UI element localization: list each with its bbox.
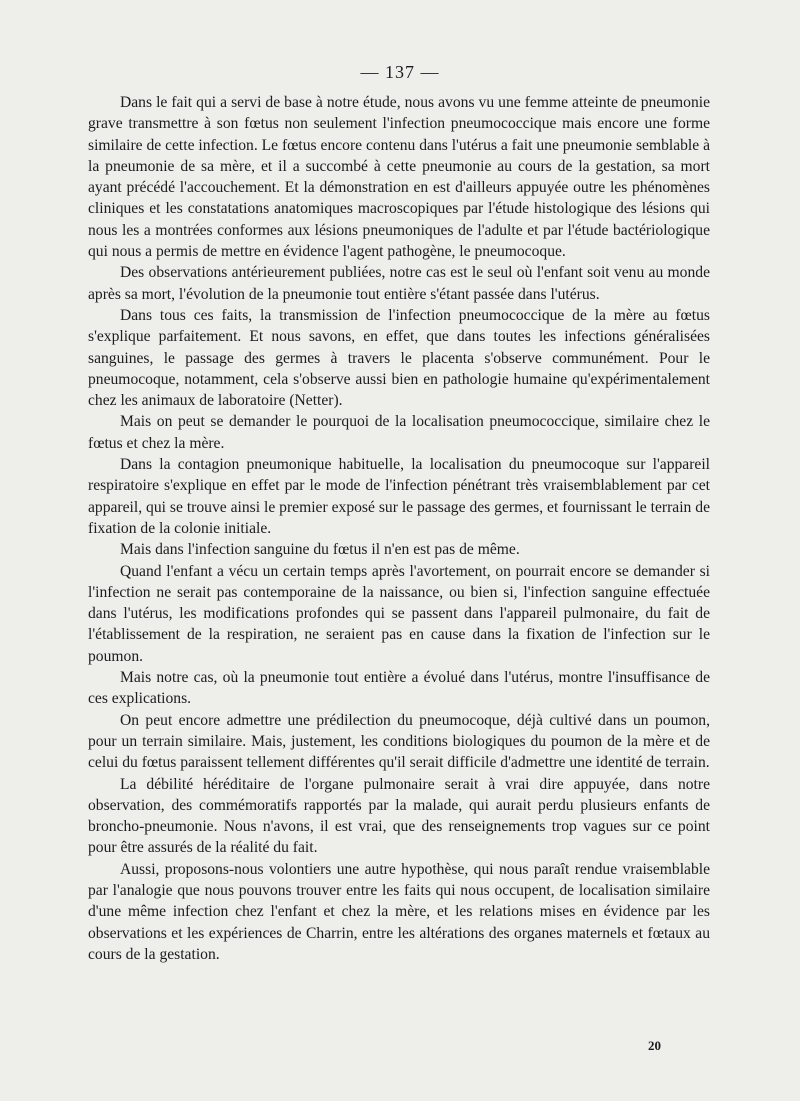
page-number-header: — 137 —: [360, 62, 440, 82]
paragraph: Mais dans l'infection sanguine du fœtus il n'en est pas de même.: [120, 541, 520, 559]
paragraph: Des observations antérieurement publiées, notre cas est le seul où l'enfant soit venu au monde après sa mort, l'évolution de la pneumonie tout entière s'étant passée dans l'utérus.: [88, 264, 710, 303]
paragraph: Mais notre cas, où la pneumonie tout entière a évolué dans l'utérus, montre l'insuffisance de ces explications.: [88, 669, 710, 708]
paragraph: On peut encore admettre une prédilection du pneumocoque, déjà cultivé dans un poumon, pour un terrain similaire. Mais, justement, les conditions biologiques du poumon de la mère et de celui du fœtus paraissent tellement différentes qu'il serait difficile d'admettre une identité de terrain.: [88, 711, 710, 772]
paragraph: Dans tous ces faits, la transmission de l'infection pneumococcique de la mère au fœtus s'explique parfaitement. Et nous savons, en effet, que dans toutes les infections généralisées sanguines, le passage des germes à travers le placenta s'observe communément. Pour le pneumocoque, notamment, cela s'observe aussi bien en pathologie humaine qu'expérimentalement chez les animaux de laboratoire (Netter).: [88, 306, 710, 410]
paragraph: Dans le fait qui a servi de base à notre étude, nous avons vu une femme atteinte de pneumonie grave transmettre à son fœtus non seulement l'infection pneumococcique mais encore une forme similaire de cette infection. Le fœtus encore contenu dans l'utérus a fait une pneumonie semblable à la pneumonie de sa mère, et il a succombé à cette pneumonie au cours de la gestation, sa mort ayant précédé l'accouchement. Et la démonstration en est d'ailleurs appuyée outre les phénomènes cliniques et les constatations anatomiques macroscopiques par l'étude histologique des lésions qui nous les a montrées conformes aux lésions pneumoniques de l'adulte et par l'étude bactériologique qui nous a permis de mettre en évidence l'agent pathogène, le pneumocoque.: [88, 94, 710, 261]
body-text: [88, 92, 710, 965]
paragraph: Aussi, proposons-nous volontiers une autre hypothèse, qui nous paraît rendue vraisemblable par l'analogie que nous pouvons trouver entre les faits qui nous occupent, de localisation similaire d'une même infection chez l'enfant et chez la mère, et les relations mises en évidence par les observations et les expériences de Charrin, entre les altérations des organes maternels et fœtaux au cours de la gestation.: [88, 860, 710, 963]
paragraph: Quand l'enfant a vécu un certain temps après l'avortement, on pourrait encore se demander si l'infection ne serait pas contemporaine de la naissance, ou bien si, l'infection sanguine effectuée dans l'utérus, les modifications profondes qui se passent dans l'appareil pulmonaire, du fait de l'établissement de la respiration, ne seraient pas en cause dans la fixation de l'infection sur le poumon.: [88, 562, 710, 665]
paragraph: Mais on peut se demander le pourquoi de la localisation pneumococcique, similaire chez le fœtus et chez la mère.: [88, 413, 710, 452]
signature-mark: 20: [648, 1038, 661, 1053]
paragraph: Dans la contagion pneumonique habituelle, la localisation du pneumocoque sur l'appareil respiratoire s'explique en effet par le mode de l'infection pénétrant très vraisemblablement par cet appareil, qui se trouve ainsi le premier exposé sur le passage des germes, et fournissant le terrain de fixation de la colonie initiale.: [88, 456, 710, 537]
paragraph: La débilité héréditaire de l'organe pulmonaire serait à vrai dire appuyée, dans notre observation, des commémoratifs rapportés par la malade, qui aurait perdu plusieurs enfants de broncho-pneumonie. Nous n'avons, il est vrai, que des renseignements trop vagues sur ce point pour être assurés de la réalité du fait.: [88, 775, 710, 857]
